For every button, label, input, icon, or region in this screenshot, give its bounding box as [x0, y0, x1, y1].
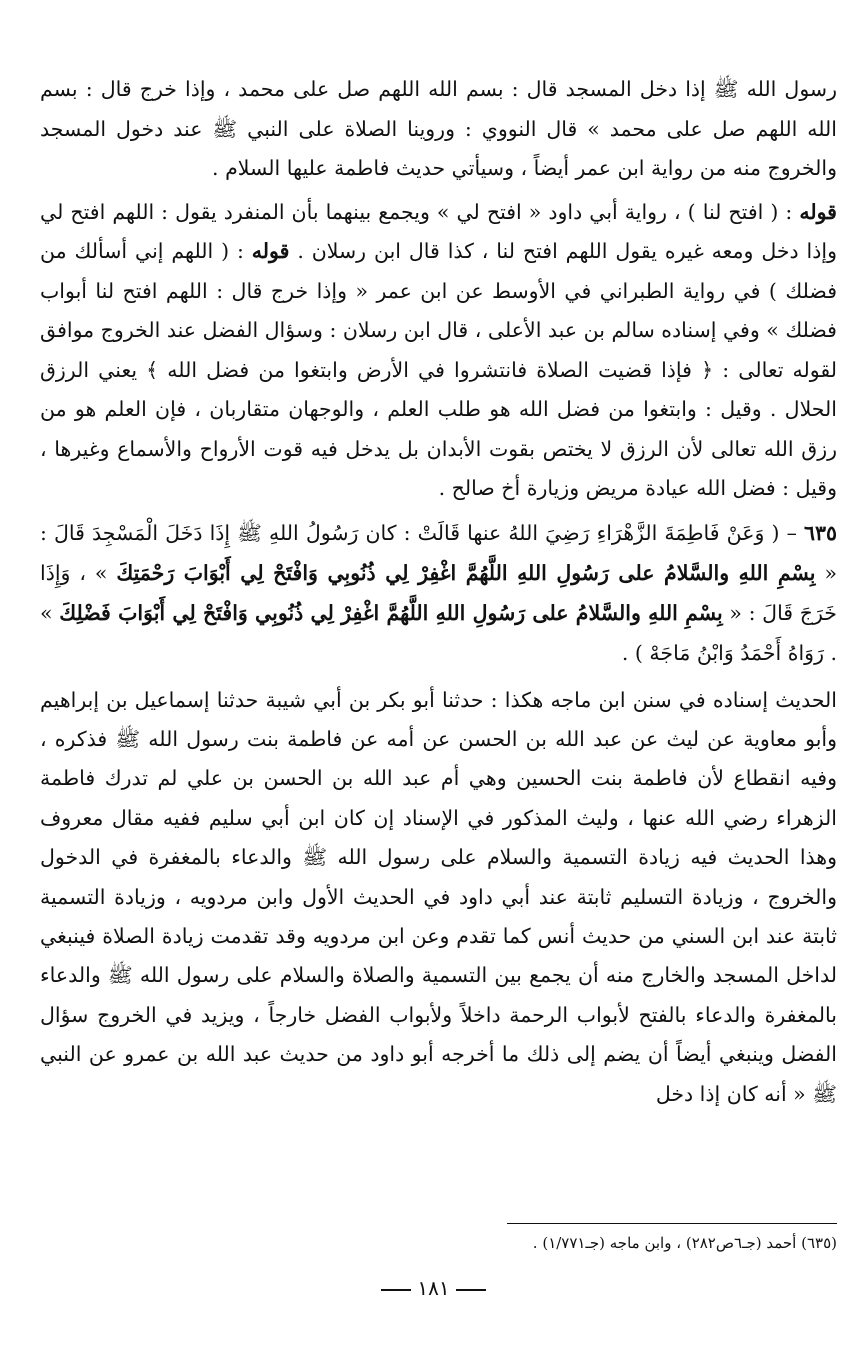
- page-number: ١٨١: [417, 1276, 450, 1300]
- page-body: [40, 70, 837, 1114]
- hadith-dua-enter: بِسْمِ اللهِ والسَّلامُ على رَسُولِ اللهِ اللَّهُمَّ اغْفِرْ لِي ذُنُوبِي وَافْتَحْ لِي أَبْوَابَ رَحْمَتِكَ: [116, 560, 816, 585]
- qawluh-label: قوله: [799, 199, 837, 224]
- qawluh-text: : ( افتح لنا ) ، رواية أبي داود « افتح لي » ويجمع بينهما بأن المنفرد يقول : اللهم افتح لي وإذا دخل ومعه غيره يقول اللهم افتح لنا ، كذا قال ابن رسلان .: [40, 199, 837, 263]
- hadith-intro: ( وَعَنْ فَاطِمَةَ الزَّهْرَاءِ رَضِيَ اللهُ عنها قَالَتْ : كان رَسُولُ اللهِ ﷺ إِذَا دَخَلَ الْمَسْجِدَ قَالَ : «: [40, 520, 837, 585]
- commentary-paragraph: الحديث إسناده في سنن ابن ماجه هكذا : حدثنا أبو بكر بن أبي شيبة حدثنا إسماعيل بن إبراهيم وأبو معاوية عن ليث عن عبد الله بن الحسن عن أمه عن فاطمة بنت رسول الله ﷺ فذكره ، وفيه انقطاع لأن فاطمة بنت الحسين وهي أم عبد الله بن الحسن بن علي لم تدرك فاطمة الزهراء رضي الله عنها ، وليث المذكور في الإسناد إن كان ابن أبي سليم ففيه مقال معروف وهذا الحديث فيه زيادة التسمية والسلام على رسول الله ﷺ والدعاء بالمغفرة في الدخول والخروج ، وزيادة التسليم ثابتة عند أبي داود في الحديث الأول وابن مردويه ، وزيادة التسمية ثابتة عند ابن السني من حديث أنس كما تقدم وعن ابن مردويه وقد تقدمت زيادة الصلاة فينبغي لداخل المسجد والخارج منه أن يجمع بين التسمية والصلاة والسلام على رسول الله ﷺ والدعاء بالمغفرة والدعاء بالفتح لأبواب الرحمة داخلاً ولأبواب الفضل خارجاً ، ويزيد في الخروج سؤال الفضل وينبغي أيضاً أن يضم إلى ذلك ما أخرجه أبو داود من حديث عبد الله بن عمرو عن النبي ﷺ « أنه كان إذا دخل: [40, 687, 837, 1106]
- footnote: (٦٣٥) أحمد (جـ٦ص٢٨٢) ، وابن ماجه (جـ١/٧٧١) .: [532, 1234, 837, 1252]
- hadith-block: [40, 513, 837, 673]
- page-number-dash: [381, 1289, 411, 1291]
- qawluh-text: : ( اللهم إني أسألك من فضلك ) في رواية الطبراني في الأوسط عن ابن عمر « وإذا خرج قال : اللهم افتح لنا أبواب فضلك » وفي إسناده سالم بن عبد الأعلى ، قال ابن رسلان : وسؤال الفضل عند الخروج موافق لقوله تعالى : ﴿ فإذا قضيت الصلاة فانتشروا في الأرض وابتغوا من فضل الله ﴾ يعني الرزق الحلال . وقيل : وابتغوا من فضل الله هو طلب العلم ، والوجهان متقاربان ، فإن العلم هو من رزق الله تعالى لأن الرزق لا يختص بقوت الأبدان بل يدخل فيه قوت الأرواح والأسماع وغيرها ، وقيل : فضل الله عيادة مريض وزيارة أخ صالح .: [40, 239, 837, 500]
- page-number-line: [0, 1276, 867, 1300]
- page-number-dash: [456, 1289, 486, 1291]
- qawluh-label: قوله: [251, 239, 290, 263]
- qawluh-paragraph-1: [40, 193, 837, 509]
- intro-paragraph: رسول الله ﷺ إذا دخل المسجد قال : بسم الله اللهم صل على محمد ، وإذا خرج قال : بسم الله اللهم صل على محمد » قال النووي : وروينا الصلاة على النبي ﷺ عند دخول المسجد والخروج منه من رواية ابن عمر أيضاً ، وسيأتي حديث فاطمة عليها السلام .: [40, 77, 837, 180]
- hadith-dua-exit: بِسْمِ اللهِ والسَّلامُ على رَسُولِ اللهِ اللَّهُمَّ اغْفِرْ لِي ذُنُوبِي وَافْتَحْ لِي أَبْوَابَ فَضْلِكَ: [59, 600, 723, 625]
- hadith-middle: » ، وَإِذَا خَرَجَ قَالَ : «: [40, 560, 837, 625]
- hadith-dash: –: [786, 520, 797, 545]
- footnote-divider: [507, 1223, 837, 1224]
- hadith-ending: » . رَوَاهُ أَحْمَدُ وَابْنُ مَاجَهْ ) .: [40, 600, 837, 665]
- hadith-number: ٦٣٥: [803, 520, 837, 545]
